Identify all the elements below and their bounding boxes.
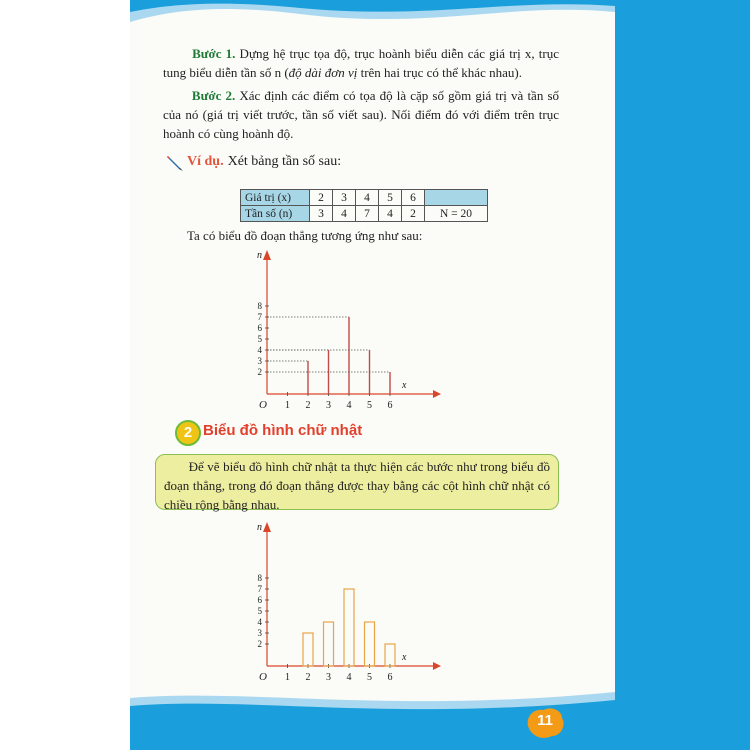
y-axis-label: n [257, 522, 262, 533]
table-cell: 3 [333, 190, 356, 206]
x-tick-label: 2 [305, 400, 311, 411]
x-tick-label: 2 [305, 672, 311, 683]
table-header-values: Giá trị (x) [241, 190, 310, 206]
x-tick-label: 1 [285, 672, 290, 683]
table-cell-total: N = 20 [425, 206, 488, 222]
table-cell: 7 [356, 206, 379, 222]
y-axis-arrow [263, 522, 271, 532]
x-tick-label: 5 [367, 672, 372, 683]
x-axis-arrow [433, 390, 441, 398]
section-number-badge: 2 [175, 420, 201, 446]
page-side-strip [615, 0, 750, 750]
table-cell: 2 [310, 190, 333, 206]
table-row [241, 206, 488, 222]
table-cell: 2 [402, 206, 425, 222]
top-decoration [130, 0, 615, 40]
table-cell-empty [425, 190, 488, 206]
y-tick-label: 3 [257, 628, 262, 638]
bar-chart [245, 516, 445, 686]
example-heading [165, 152, 341, 172]
origin-label: O [259, 399, 267, 411]
step1-label: Bước 1. [192, 46, 236, 61]
y-tick-label: 6 [257, 323, 262, 333]
x-tick-label: 1 [285, 400, 290, 411]
step1-text-a: Dựng hệ trục tọa độ, trục hoành biểu diễn các giá trị x, trục tung biểu diễn tần số n ( [163, 46, 560, 80]
x-axis-label: x [402, 652, 407, 663]
step1-text-b: trên hai trục có thể khác nhau). [357, 65, 522, 80]
page-number-badge [524, 706, 566, 740]
y-tick-label: 7 [257, 312, 262, 322]
origin-label: O [259, 671, 267, 683]
x-tick-label: 4 [346, 672, 352, 683]
left-margin [0, 0, 130, 750]
table-cell: 4 [356, 190, 379, 206]
step2-label: Bước 2. [191, 88, 236, 103]
y-tick-label: 7 [257, 584, 262, 594]
section-title: Biểu đồ hình chữ nhật [203, 422, 363, 439]
bar [365, 622, 375, 666]
y-tick-label: 6 [257, 595, 262, 605]
table-cell: 4 [379, 206, 402, 222]
y-axis-arrow [263, 250, 271, 260]
y-tick-label: 8 [257, 301, 262, 311]
x-tick-label: 4 [346, 400, 352, 411]
segment-chart [245, 244, 445, 414]
x-tick-label: 3 [326, 400, 331, 411]
x-tick-label: 5 [367, 400, 372, 411]
example-label: Ví dụ. [187, 154, 224, 169]
table-cell: 6 [402, 190, 425, 206]
chart-intro-text: Ta có biểu đồ đoạn thẳng tương ứng như sau: [187, 228, 423, 243]
y-tick-label: 2 [257, 639, 262, 649]
x-axis-arrow [433, 662, 441, 670]
step2-paragraph [163, 86, 559, 143]
x-axis-label: x [402, 380, 407, 391]
y-tick-label: 5 [257, 334, 262, 344]
pencil-icon [165, 152, 185, 172]
y-tick-label: 4 [257, 345, 262, 355]
y-tick-label: 3 [257, 356, 262, 366]
bar [324, 622, 334, 666]
table-cell: 3 [310, 206, 333, 222]
y-axis-label: n [257, 250, 262, 261]
table-row [241, 190, 488, 206]
y-tick-label: 4 [257, 617, 262, 627]
y-tick-label: 8 [257, 573, 262, 583]
note-text: Để vẽ biểu đồ hình chữ nhật ta thực hiện các bước như trong biểu đồ đoạn thẳng, trong đó đoạn thẳng được thay bằng các cột hình chữ nhật có chiều rộng bằng nhau. [164, 459, 551, 512]
y-tick-label: 2 [257, 367, 262, 377]
x-tick-label: 6 [387, 400, 393, 411]
table-header-frequency: Tần số (n) [241, 206, 310, 222]
y-tick-label: 5 [257, 606, 262, 616]
table-cell: 5 [379, 190, 402, 206]
page-number: 11 [537, 712, 553, 729]
bar [344, 589, 354, 666]
bar [385, 644, 395, 666]
step2-text: Xác định các điểm có tọa độ là cặp số gồm giá trị và tần số của nó (giá trị viết trước, tần số viết sau). Nối điểm đó với điểm trên trục hoành có cùng hoành độ. [163, 88, 560, 141]
x-tick-label: 6 [387, 672, 393, 683]
bar [303, 633, 313, 666]
step1-paragraph [163, 44, 559, 82]
note-box [155, 454, 559, 510]
example-text: Xét bảng tần số sau: [227, 154, 342, 169]
x-tick-label: 3 [326, 672, 331, 683]
step1-italic: độ dài đơn vị [288, 65, 358, 80]
frequency-table [240, 189, 488, 222]
table-cell: 4 [333, 206, 356, 222]
